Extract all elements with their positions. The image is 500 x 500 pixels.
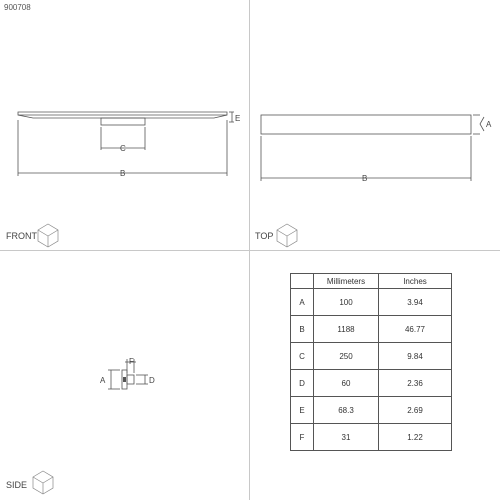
row-mm: 31 — [314, 424, 379, 451]
front-view-cube-icon — [38, 224, 58, 247]
row-in: 9.84 — [379, 343, 452, 370]
table-row — [291, 424, 452, 451]
front-dim-C-label: C — [120, 144, 126, 153]
dimension-table — [290, 273, 452, 451]
table-row — [291, 343, 452, 370]
row-mm: 60 — [314, 370, 379, 397]
table-row — [291, 316, 452, 343]
side-dim-F-label: F — [129, 357, 134, 366]
top-view-drawing — [250, 0, 500, 249]
row-in: 1.22 — [379, 424, 452, 451]
table-header-key — [291, 274, 314, 289]
side-view-cube-icon — [33, 471, 53, 494]
front-dim-B-label: B — [120, 169, 126, 178]
front-view-label: FRONT — [6, 231, 37, 241]
row-key: E — [291, 397, 314, 424]
row-key: A — [291, 289, 314, 316]
top-view-cube-icon — [277, 224, 297, 247]
front-view-drawing — [0, 0, 249, 249]
product-code: 900708 — [4, 3, 31, 12]
table-header-millimeters: Millimeters — [314, 274, 379, 289]
row-mm: 250 — [314, 343, 379, 370]
row-mm: 100 — [314, 289, 379, 316]
row-in: 2.69 — [379, 397, 452, 424]
side-view-label: SIDE — [6, 480, 28, 490]
row-in: 46.77 — [379, 316, 452, 343]
top-dim-A-label: A — [486, 120, 492, 129]
row-key: F — [291, 424, 314, 451]
row-key: C — [291, 343, 314, 370]
row-in: 2.36 — [379, 370, 452, 397]
side-dim-D-label: D — [149, 376, 155, 385]
row-mm: 1188 — [314, 316, 379, 343]
row-key: B — [291, 316, 314, 343]
row-key: D — [291, 370, 314, 397]
side-view-drawing — [0, 251, 249, 500]
table-row — [291, 289, 452, 316]
table-row — [291, 397, 452, 424]
top-dim-B-label: B — [362, 174, 368, 183]
side-dim-A-label: A — [100, 376, 106, 385]
table-header-inches: Inches — [379, 274, 452, 289]
table-row — [291, 370, 452, 397]
front-dim-E-label: E — [235, 114, 241, 123]
top-view-label: TOP — [255, 231, 274, 241]
row-mm: 68.3 — [314, 397, 379, 424]
row-in: 3.94 — [379, 289, 452, 316]
table-header-row — [291, 274, 452, 289]
